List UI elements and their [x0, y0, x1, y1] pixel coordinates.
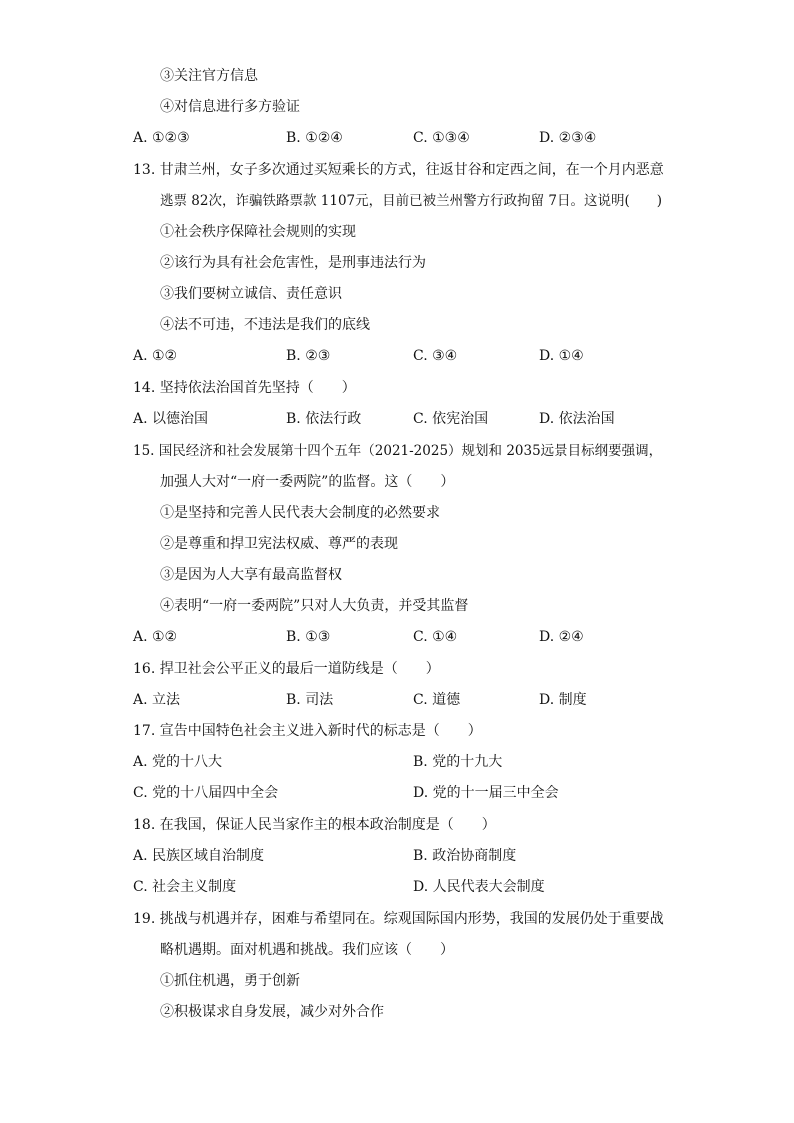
q18-stem-line-1: 18. 在我国，保证人民当家作主的根本政治制度是（ ） — [133, 817, 496, 833]
q17-option-a: A. 党的十八大 — [133, 754, 223, 770]
q19-stem-line-2: 略机遇期。面对机遇和挑战。我们应该（ ） — [160, 942, 454, 958]
q18-option-c: C. 社会主义制度 — [133, 879, 237, 895]
q18-option-d: D. 人民代表大会制度 — [413, 879, 545, 895]
q19-item-1: ①抓住机遇，勇于创新 — [160, 973, 300, 989]
q15-option-c: C. ①④ — [413, 629, 458, 645]
q15-item-4: ④表明“一府一委两院”只对人大负责，并受其监督 — [160, 598, 469, 614]
q17-stem-line-1: 17. 宣告中国特色社会主义进入新时代的标志是（ ） — [133, 723, 482, 739]
q15-option-a: A. ①② — [133, 629, 178, 645]
q12-option-a: A. ①②③ — [133, 130, 190, 146]
q18-option-b: B. 政治协商制度 — [413, 848, 517, 864]
q13-item-3: ③我们要树立诚信、责任意识 — [160, 286, 342, 302]
q19-stem-line-1: 19. 挑战与机遇并存，困难与希望同在。综观国际国内形势，我国的发展仍处于重要战 — [133, 911, 664, 927]
q13-option-c: C. ③④ — [413, 348, 458, 364]
q15-item-3: ③是因为人大享有最高监督权 — [160, 567, 342, 583]
q12-item-3: ③关注官方信息 — [160, 68, 258, 84]
q16-option-c: C. 道德 — [413, 692, 461, 708]
q16-option-d: D. 制度 — [539, 692, 587, 708]
q16-stem-line-1: 16. 捍卫社会公平正义的最后一道防线是（ ） — [133, 661, 440, 677]
q12-option-c: C. ①③④ — [413, 130, 470, 146]
q15-item-2: ②是尊重和捍卫宪法权威、尊严的表现 — [160, 536, 398, 552]
q12-option-b: B. ①②④ — [286, 130, 343, 146]
q15-option-d: D. ②④ — [539, 629, 584, 645]
q15-stem-line-2: 加强人大对“一府一委两院”的监督。这（ ） — [160, 474, 455, 490]
q13-option-a: A. ①② — [133, 348, 178, 364]
q15-option-b: B. ①③ — [286, 629, 331, 645]
q12-item-4: ④对信息进行多方验证 — [160, 99, 300, 115]
q14-option-a: A. 以德治国 — [133, 411, 209, 427]
q13-item-4: ④法不可违，不违法是我们的底线 — [160, 317, 370, 333]
q13-stem-line-2: 逃票 82次，诈骗铁路票款 1107元，目前已被兰州警方行政拘留 7日。这说明( ) — [160, 193, 663, 209]
q16-option-b: B. 司法 — [286, 692, 334, 708]
q12-option-d: D. ②③④ — [539, 130, 597, 146]
q14-option-c: C. 依宪治国 — [413, 411, 489, 427]
q13-option-b: B. ②③ — [286, 348, 331, 364]
q16-option-a: A. 立法 — [133, 692, 181, 708]
q19-item-2: ②积极谋求自身发展，减少对外合作 — [160, 1004, 384, 1020]
q14-option-b: B. 依法行政 — [286, 411, 362, 427]
q13-option-d: D. ①④ — [539, 348, 584, 364]
q13-item-2: ②该行为具有社会危害性，是刑事违法行为 — [160, 255, 426, 271]
q13-item-1: ①社会秩序保障社会规则的实现 — [160, 224, 356, 240]
q15-stem-line-1: 15. 国民经济和社会发展第十四个五年（2021-2025）规划和 2035远景目标纲要强调， — [133, 443, 663, 459]
q17-option-b: B. 党的十九大 — [413, 754, 503, 770]
q14-stem-line-1: 14. 坚持依法治国首先坚持（ ） — [133, 380, 356, 396]
q13-stem-line-1: 13. 甘肃兰州，女子多次通过买短乘长的方式，往返甘谷和定西之间，在一个月内恶意 — [133, 162, 664, 178]
q18-option-a: A. 民族区域自治制度 — [133, 848, 265, 864]
q15-item-1: ①是坚持和完善人民代表大会制度的必然要求 — [160, 505, 440, 521]
q17-option-c: C. 党的十八届四中全会 — [133, 785, 279, 801]
q17-option-d: D. 党的十一届三中全会 — [413, 785, 559, 801]
q14-option-d: D. 依法治国 — [539, 411, 615, 427]
